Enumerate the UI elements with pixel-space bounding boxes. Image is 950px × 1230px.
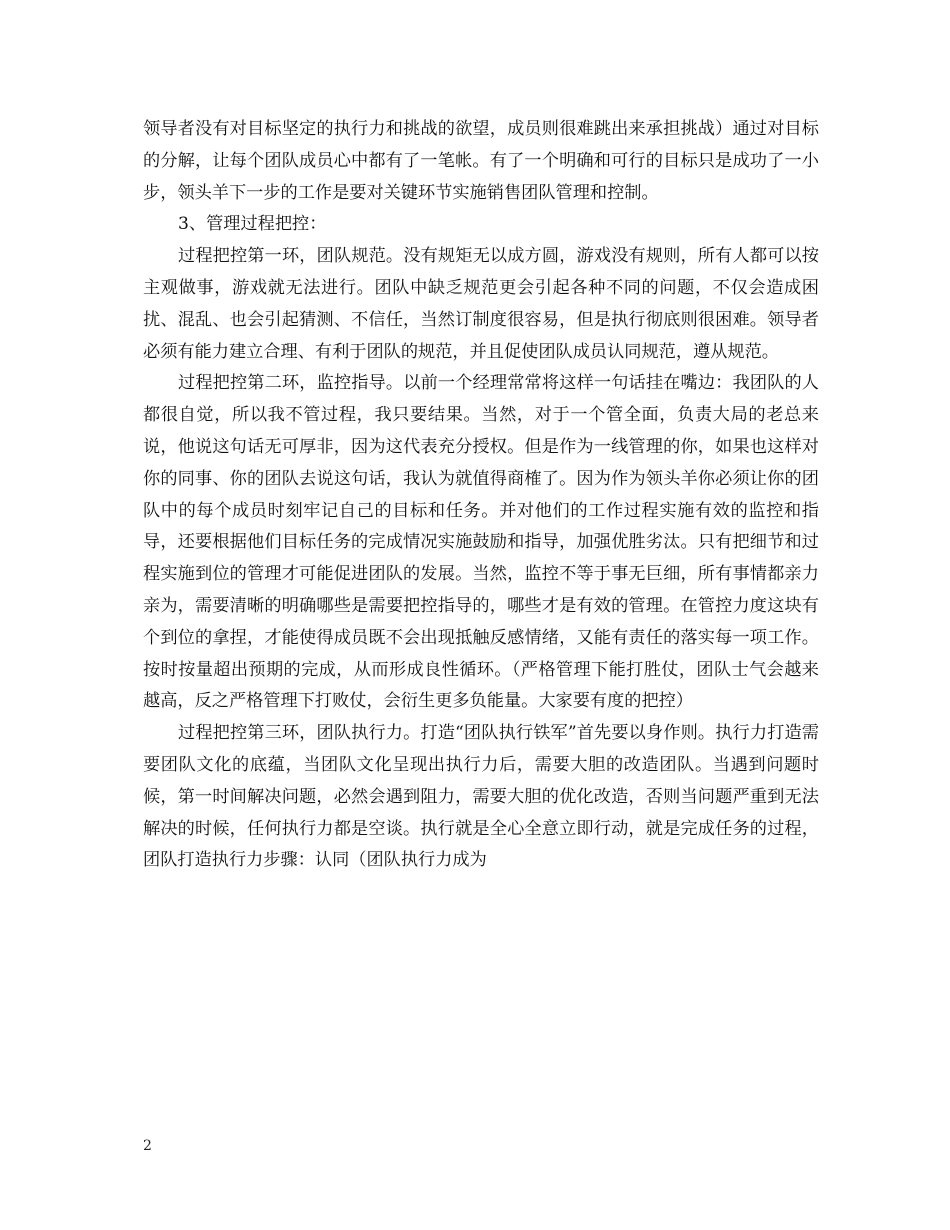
paragraph-monitoring-guidance: 过程把控第二环，监控指导。以前一个经理常常将这样一句话挂在嘴边：我团队的人都很自觉，所以我不管过程，我只要结果。当然，对于一个管全面，负责大局的老总来说，他说这句话无可厚非，因为这代表充分授权。但是作为一线管理的你，如果也这样对你的同事、你的团队去说这句话，我认为就值得商榷了。因为作为领头羊你必须让你的团队中的每个成员时刻牢记自己的目标和任务。并对他们的工作过程实施有效的监控和指导，还要根据他们目标任务的完成情况实施鼓励和指导，加强优胜劣汰。只有把细节和过程实施到位的管理才可能促进团队的发展。当然，监控不等于事无巨细，所有事情都亲力亲为，需要清晰的明确哪些是需要把控指导的，哪些才是有效的管理。在管控力度这块有个到位的拿捏，才能使得成员既不会出现抵触反感情绪，又能有责任的落实每一项工作。按时按量超出预期的完成，从而形成良性循环。（严格管理下能打胜仗，团队士气会越来越高，反之严格管理下打败仗，会衍生更多负能量。大家要有度的把控） [143,373,819,712]
paragraph-team-execution: 过程把控第三环，团队执行力。打造“团队执行铁军”首先要以身作则。执行力打造需要团队文化的底蕴，当团队文化呈现出执行力后，需要大胆的改造团队。当遇到问题时候，第一时间解决问题，必然会遇到阻力，需要大胆的优化改造，否则当问题严重到无法解决的时候，任何执行力都是空谈。执行就是全心全意立即行动，就是完成任务的过程，团队打造执行力步骤：认同（团队执行力成为 [143,723,819,871]
section-heading-process-control: 3、管理过程把控： [178,214,327,235]
paragraph-continuation: 领导者没有对目标坚定的执行力和挑战的欲望，成员则很难跳出来承担挑战）通过对目标的分解，让每个团队成员心中都有了一笔帐。有了一个明确和可行的目标只是成功了一小步，领头羊下一步的工作是要对关键环节实施销售团队管理和控制。 [143,119,819,203]
document-body [143,114,819,877]
paragraph-team-norms: 过程把控第一环，团队规范。没有规矩无以成方圆，游戏没有规则，所有人都可以按主观做事，游戏就无法进行。团队中缺乏规范更会引起各种不同的问题，不仅会造成困扰、混乱、也会引起猜测、不信任，当然订制度很容易，但是执行彻底则很困难。领导者必须有能力建立合理、有利于团队的规范，并且促使团队成员认同规范，遵从规范。 [143,246,819,362]
page-number: 2 [143,1138,152,1154]
